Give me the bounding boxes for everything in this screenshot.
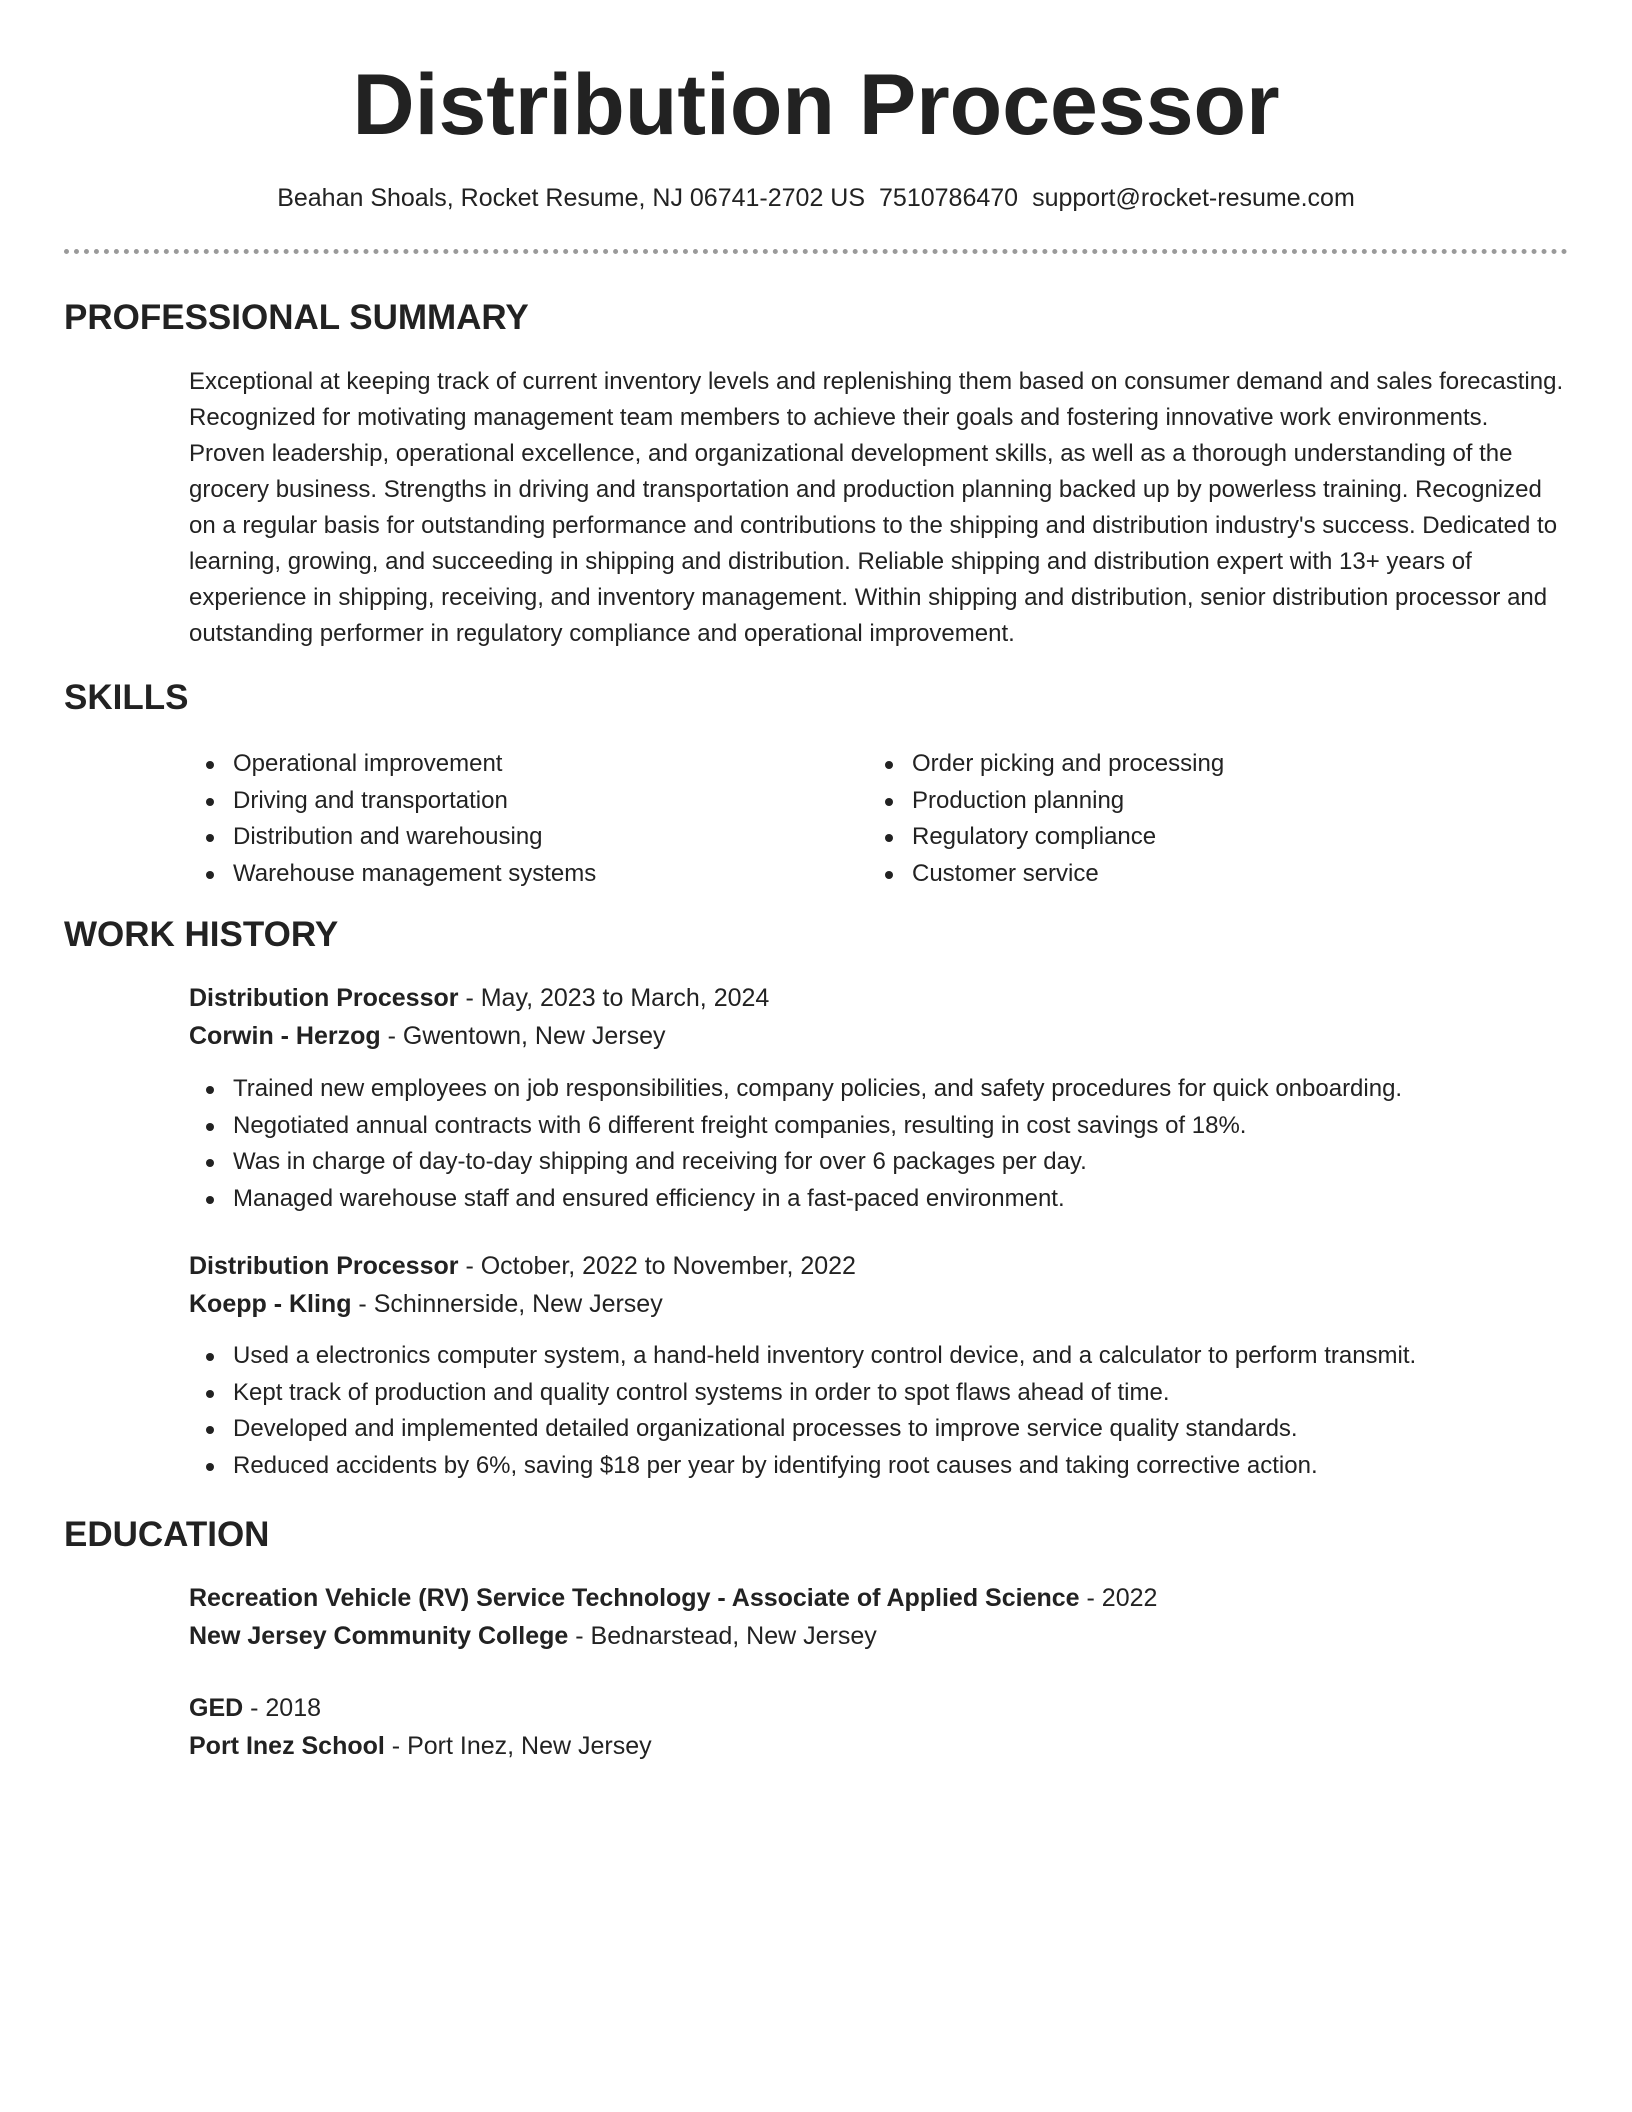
job-bullets	[189, 1338, 1569, 1484]
education-degree: GED	[189, 1694, 244, 1722]
job-title-line	[189, 980, 769, 1016]
job-bullet: Used a electronics computer system, a hand-held inventory control device, and a calculator to perform transmit.	[189, 1338, 1569, 1375]
work-heading: WORK HISTORY	[64, 915, 339, 954]
education-degree: Recreation Vehicle (RV) Service Technology - Associate of Applied Science	[189, 1584, 1080, 1612]
job-dates: - May, 2023 to March, 2024	[458, 984, 770, 1012]
job-title: Distribution Processor	[189, 1252, 459, 1280]
contact-email: support@rocket-resume.com	[1032, 184, 1355, 212]
job-bullet: Managed warehouse staff and ensured efficiency in a fast-paced environment.	[189, 1181, 1569, 1218]
contact-phone: 7510786470	[879, 184, 1019, 212]
summary-heading: PROFESSIONAL SUMMARY	[64, 298, 529, 337]
skills-list-left	[189, 746, 849, 892]
job-bullet: Negotiated annual contracts with 6 different freight companies, resulting in cost savings of 18%.	[189, 1108, 1569, 1145]
education-location: - Port Inez, New Jersey	[384, 1732, 652, 1760]
job-bullet: Reduced accidents by 6%, saving $18 per year by identifying root causes and taking corrective action.	[189, 1448, 1569, 1485]
skill-item: Customer service	[868, 856, 1528, 893]
education-heading: EDUCATION	[64, 1515, 270, 1554]
job-title-line	[189, 1248, 856, 1284]
job-bullet: Developed and implemented detailed organizational processes to improve service quality standards.	[189, 1411, 1569, 1448]
skills-list-right	[868, 746, 1528, 892]
skill-item: Order picking and processing	[868, 746, 1528, 783]
contact-line	[0, 180, 1632, 216]
skill-item: Regulatory compliance	[868, 819, 1528, 856]
header-divider	[64, 249, 1568, 254]
skills-heading: SKILLS	[64, 678, 189, 717]
education-year: - 2018	[243, 1694, 322, 1722]
education-school-line	[189, 1728, 652, 1764]
education-school: New Jersey Community College	[189, 1622, 569, 1650]
job-bullet: Kept track of production and quality control systems in order to spot flaws ahead of time.	[189, 1375, 1569, 1412]
education-year: - 2022	[1079, 1584, 1158, 1612]
job-location: - Gwentown, New Jersey	[380, 1022, 666, 1050]
summary-text: Exceptional at keeping track of current inventory levels and replenishing them based on consumer demand and sales forecasting. Recognized for motivating management team members to achieve their goals and fostering innovative work environments. Proven leadership, operational excellence, and organizational development skills, as well as a thorough understanding of the grocery business. Strengths in driving and transportation and production planning backed up by powerless training. Recognized on a regular basis for outstanding performance and contributions to the shipping and distribution industry's success. Dedicated to learning, growing, and succeeding in shipping and distribution. Reliable shipping and distribution expert with 13+ years of experience in shipping, receiving, and inventory management. Within shipping and distribution, senior distribution processor and outstanding performer in regulatory compliance and operational improvement.	[189, 368, 1564, 647]
skill-item: Warehouse management systems	[189, 856, 849, 893]
resume-name: Distribution Processor	[352, 57, 1280, 153]
job-company-line	[189, 1018, 666, 1054]
education-location: - Bednarstead, New Jersey	[568, 1622, 877, 1650]
education-degree-line	[189, 1690, 321, 1726]
skill-item: Distribution and warehousing	[189, 819, 849, 856]
job-bullet: Trained new employees on job responsibilities, company policies, and safety procedures for quick onboarding.	[189, 1071, 1569, 1108]
job-company: Koepp - Kling	[189, 1290, 352, 1318]
skill-item: Driving and transportation	[189, 783, 849, 820]
skill-item: Production planning	[868, 783, 1528, 820]
job-company: Corwin - Herzog	[189, 1022, 381, 1050]
job-bullet: Was in charge of day-to-day shipping and receiving for over 6 packages per day.	[189, 1144, 1569, 1181]
education-school: Port Inez School	[189, 1732, 385, 1760]
job-location: - Schinnerside, New Jersey	[351, 1290, 663, 1318]
job-dates: - October, 2022 to November, 2022	[458, 1252, 856, 1280]
contact-address: Beahan Shoals, Rocket Resume, NJ 06741-2702 US	[277, 184, 866, 212]
job-company-line	[189, 1286, 663, 1322]
job-title: Distribution Processor	[189, 984, 459, 1012]
job-bullets	[189, 1071, 1569, 1217]
education-degree-line	[189, 1580, 1157, 1616]
skill-item: Operational improvement	[189, 746, 849, 783]
education-school-line	[189, 1618, 877, 1654]
